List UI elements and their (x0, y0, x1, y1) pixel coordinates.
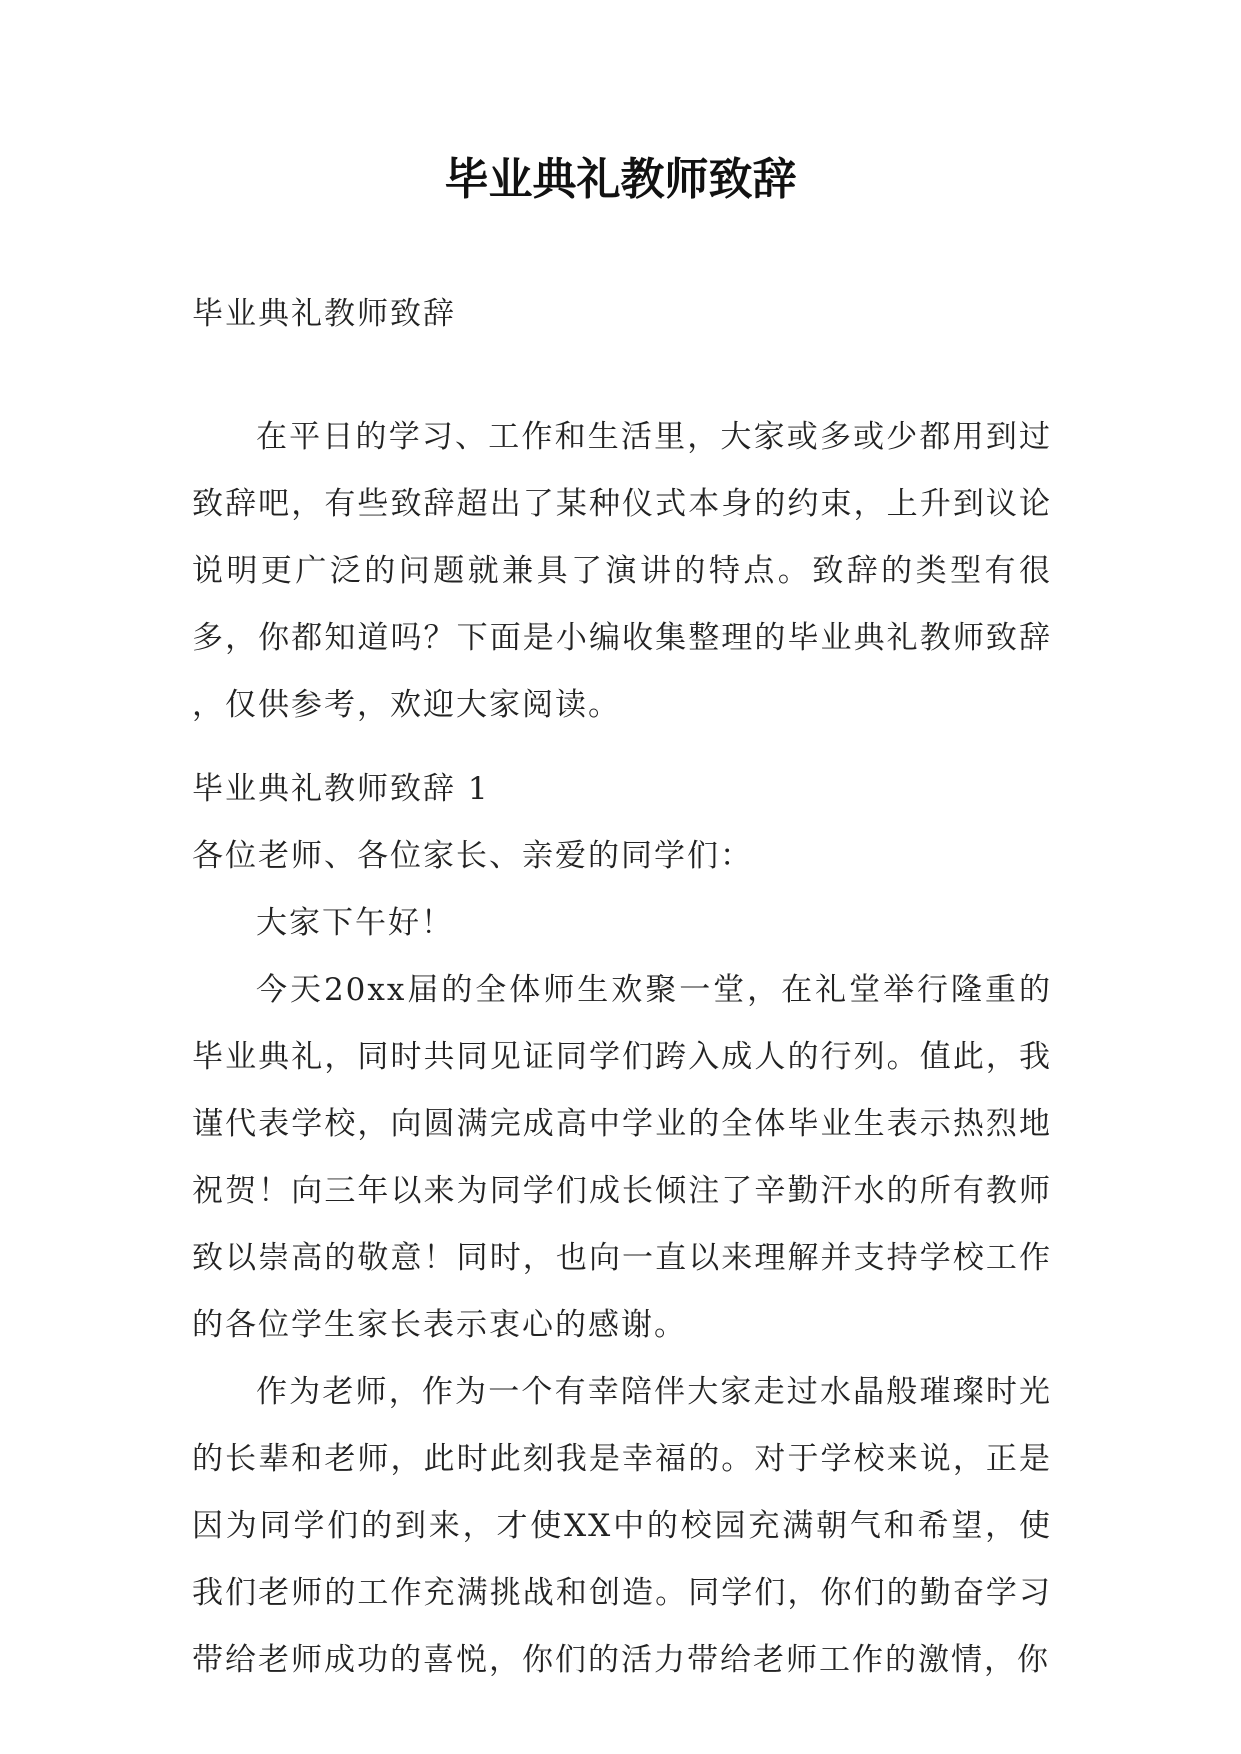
speech-paragraph-1: 今天20xx届的全体师生欢聚一堂，在礼堂举行隆重的毕业典礼，同时共同见证同学们跨入成人的行列。值此，我谨代表学校，向圆满完成高中学业的全体毕业生表示热烈地祝贺！向三年以来为同学们成长倾注了辛勤汗水的所有教师致以崇高的敬意！同时，也向一直以来理解并支持学校工作的各位学生家长表示衷心的感谢。 (192, 972, 1052, 1343)
speech-paragraph-2: 作为老师，作为一个有幸陪伴大家走过水晶般璀璨时光的长辈和老师，此时此刻我是幸福的。对于学校来说，正是因为同学们的到来，才使XX中的校园充满朝气和希望，使我们老师的工作充满挑战和创造。同学们，你们的勤奋学习带给老师成功的喜悦，你们的活力带给老师工作的激情，你 (192, 1374, 1052, 1678)
document-subtitle: 毕业典礼教师致辞 (192, 296, 456, 332)
document-title: 毕业典礼教师致辞 (444, 154, 797, 205)
intro-paragraph: 在平日的学习、工作和生活里，大家或多或少都用到过致辞吧，有些致辞超出了某种仪式本身的约束，上升到议论说明更广泛的问题就兼具了演讲的特点。致辞的类型有很多，你都知道吗？下面是小编收集整理的毕业典礼教师致辞 ，仅供参考，欢迎大家阅读。 (192, 419, 1052, 723)
speech-section (192, 756, 1052, 1694)
salutation: 各位老师、各位家长、亲爱的同学们： (192, 838, 753, 874)
section-heading: 毕业典礼教师致辞 1 (192, 771, 490, 807)
greeting: 大家下午好！ (256, 905, 454, 941)
